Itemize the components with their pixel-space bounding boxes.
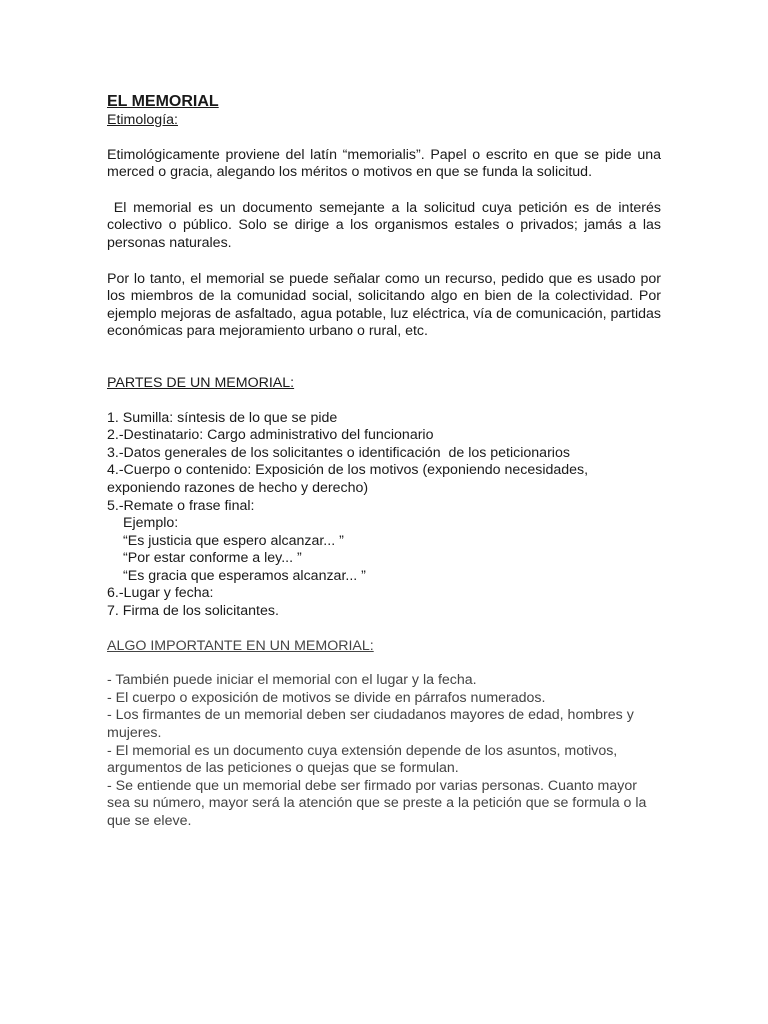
example-phrase-2: “Por estar conforme a ley... ” <box>123 550 302 567</box>
document-page <box>107 92 665 831</box>
example-label: Ejemplo: <box>123 515 179 532</box>
example-phrase-3: “Es gracia que esperamos alcanzar... ” <box>123 567 366 584</box>
part-item-4: 4.-Cuerpo o contenido: Exposición de los motivos (exponiendo necesidades, exponiendo razones de hecho y derecho) <box>107 462 589 496</box>
important-item-3: - Los firmantes de un memorial deben ser ciudadanos mayores de edad, hombres y mujeres. <box>107 707 654 742</box>
part-item-5: 5.-Remate o frase final: <box>107 497 255 514</box>
part-item-6: 6.-Lugar y fecha: <box>107 585 214 602</box>
paragraph-etymology: Etimológicamente proviene del latín “memorialis”. Papel o escrito en que se pide una merced o gracia, alegando los méritos o motivos en que se funda la solicitud. <box>107 146 661 181</box>
important-item-4: - El memorial es un documento cuya extensión depende de los asuntos, motivos, argumentos de las peticiones o quejas que se formulan. <box>107 742 618 777</box>
part-item-7: 7. Firma de los solicitantes. <box>107 603 279 620</box>
part-item-1: 1. Sumilla: síntesis de lo que se pide <box>107 409 338 426</box>
etymology-subtitle: Etimología: <box>107 112 178 128</box>
document-title: EL MEMORIAL <box>107 93 219 110</box>
important-heading: ALGO IMPORTANTE EN UN MEMORIAL: <box>107 637 374 654</box>
example-phrase-1: “Es justicia que espero alcanzar... ” <box>123 532 344 549</box>
paragraph-definition: El memorial es un documento semejante a la solicitud cuya petición es de interés colectivo o público. Solo se dirige a los organismos estales o privados; jamás a las personas naturales. <box>107 199 665 251</box>
important-item-1: - También puede iniciar el memorial con el lugar y la fecha. <box>107 672 477 689</box>
important-item-5: - Se entiende que un memorial debe ser firmado por varias personas. Cuanto mayor sea su número, mayor será la atención que se preste a la petición que se formula o la que se eleve. <box>107 777 647 829</box>
paragraph-usage: Por lo tanto, el memorial se puede señalar como un recurso, pedido que es usado por los miembros de la comunidad social, solicitando algo en bien de la colectividad. Por ejemplo mejoras de asfaltado, agua potable, luz eléctrica, vía de comunicación, partidas económicas para mejoramiento urbano o rural, etc. <box>107 270 661 340</box>
part-item-3: 3.-Datos generales de los solicitantes o identificación de los peticionarios <box>107 444 570 461</box>
important-item-2: - El cuerpo o exposición de motivos se divide en párrafos numerados. <box>107 689 546 706</box>
part-item-2: 2.-Destinatario: Cargo administrativo del funcionario <box>107 427 434 444</box>
parts-heading: PARTES DE UN MEMORIAL: <box>107 374 295 391</box>
